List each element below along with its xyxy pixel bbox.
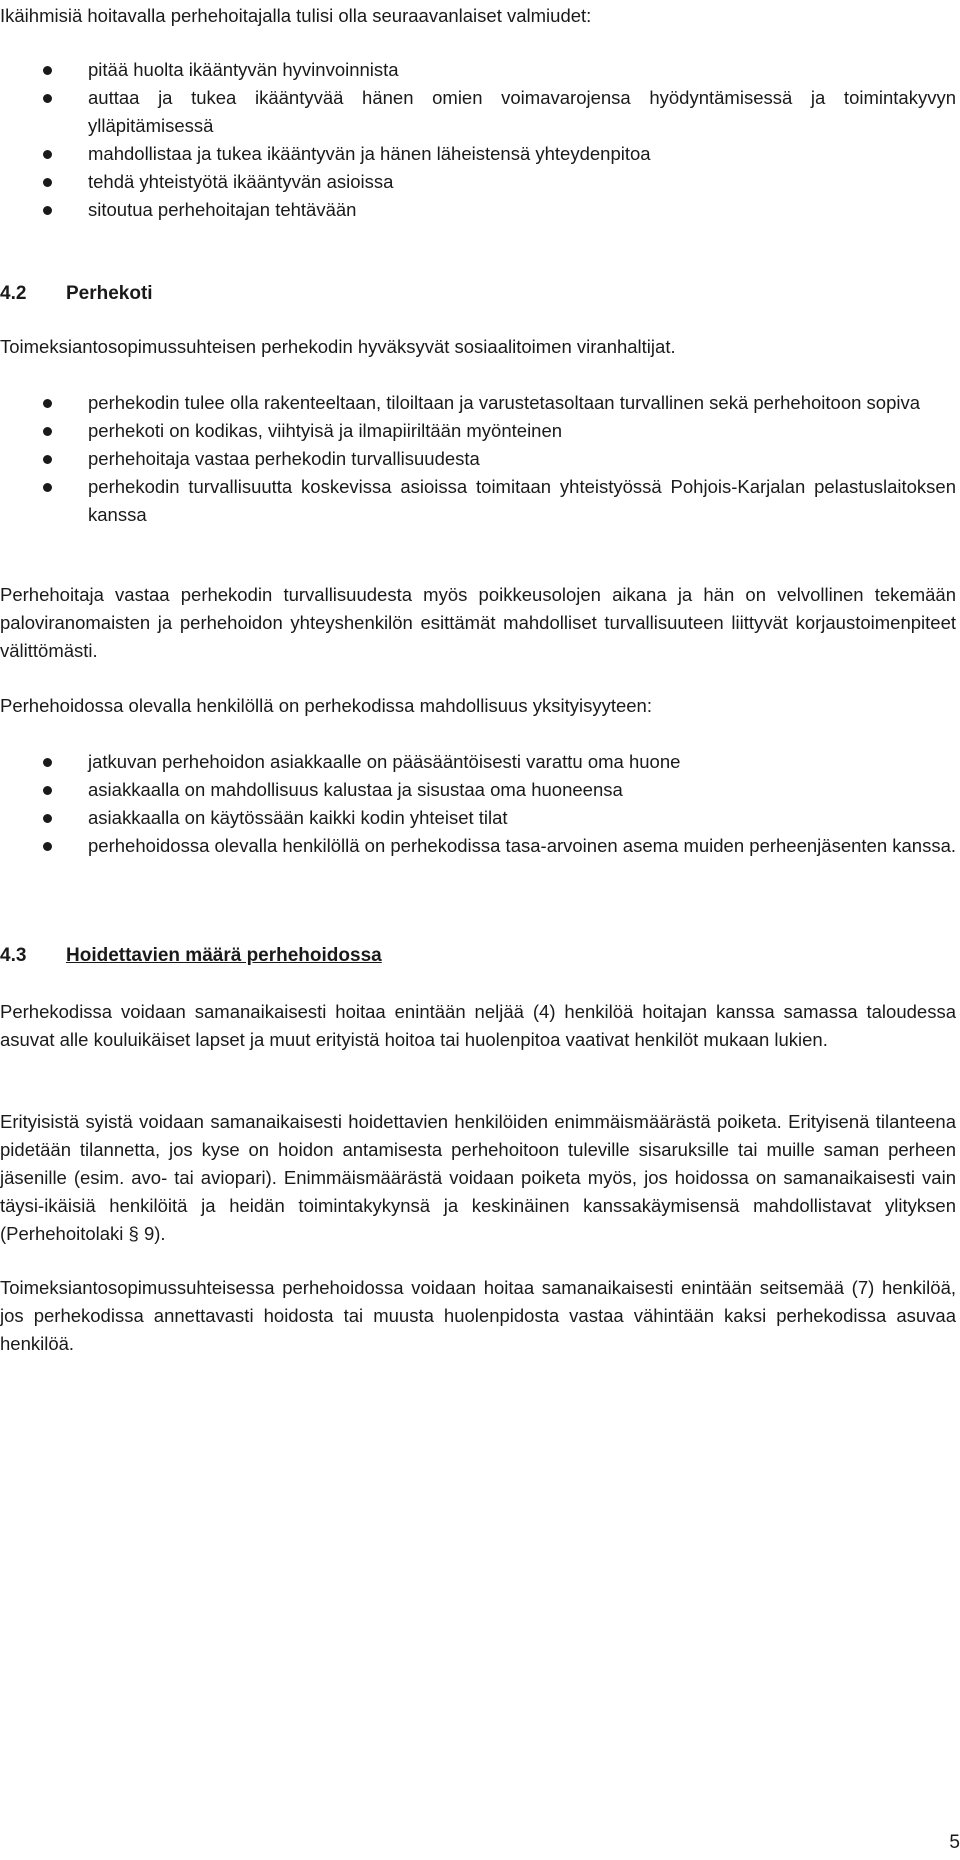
privacy-list (0, 748, 960, 860)
bullet-icon (43, 758, 52, 767)
paragraph-capacity: Perhekodissa voidaan samanaikaisesti hoitaa enintään neljää (4) henkilöä hoitajan kanssa samassa taloudessa asuvat alle kouluikäiset lapset ja muut erityistä hoitoa tai huolenpitoa vaativat henkilöt mukaan lukien. (0, 1001, 956, 1050)
page-number: 5 (949, 1832, 960, 1853)
list-item: auttaa ja tukea ikääntyvää hänen omien voimavarojensa hyödyntämisessä ja toimintakyvyn ylläpitämisessä (0, 84, 960, 140)
list-item: tehdä yhteistyötä ikääntyvän asioissa (0, 168, 960, 196)
bullet-icon (43, 206, 52, 215)
list-item: jatkuvan perhehoidon asiakkaalle on pääsääntöisesti varattu oma huone (0, 748, 960, 776)
bullet-icon (43, 178, 52, 187)
list-item: perhekoti on kodikas, viihtyisä ja ilmapiiriltään myönteinen (0, 417, 960, 445)
list-item: pitää huolta ikääntyvän hyvinvoinnista (0, 56, 960, 84)
paragraph-exceptions: Erityisistä syistä voidaan samanaikaisesti hoidettavien henkilöiden enimmäismäärästä poiketa. Erityisenä tilanteena pidetään tilannetta, jos kyse on hoidon antamisesta perhehoitoon tuleville sisaruksille tai muille saman perheen jäsenille (esim. avo- tai aviopari). Enimmäismäärästä voidaan poiketa myös, jos hoidossa on samanaikaisesti vain täysi-ikäisiä henkilöitä ja heidän toimintakykynsä ja keskinäinen kanssakäymisensä mahdollistavat ylityksen (Perhehoitolaki § 9). (0, 1111, 956, 1244)
bullet-icon (43, 786, 52, 795)
section-number: 4.2 (0, 283, 27, 304)
bullet-icon (43, 399, 52, 408)
section-lead: Toimeksiantosopimussuhteisen perhekodin hyväksyvät sosiaalitoimen viranhaltijat. (0, 336, 676, 357)
bullet-icon (43, 427, 52, 436)
paragraph-contract-care: Toimeksiantosopimussuhteisessa perhehoidossa voidaan hoitaa samanaikaisesti enintään seitsemää (7) henkilöä, jos perhekodissa annettavasti hoidosta tai muusta huolenpidosta vastaa vähintään kaksi perhekodissa asuvaa henkilöä. (0, 1277, 956, 1354)
bullet-icon (43, 842, 52, 851)
bullet-icon (43, 814, 52, 823)
list-item: sitoutua perhehoitajan tehtävään (0, 196, 960, 224)
section-title: Hoidettavien määrä perhehoidossa (66, 945, 382, 966)
intro-text: Ikäihmisiä hoitavalla perhehoitajalla tulisi olla seuraavanlaiset valmiudet: (0, 5, 592, 26)
section-title: Perhekoti (66, 283, 153, 304)
list-item: mahdollistaa ja tukea ikääntyvän ja hänen läheistensä yhteydenpitoa (0, 140, 960, 168)
paragraph-safety: Perhehoitaja vastaa perhekodin turvallisuudesta myös poikkeusolojen aikana ja hän on velvollinen tekemään paloviranomaisten ja perhehoidon yhteyshenkilön esittämät mahdolliset turvallisuuteen liittyvät korjaustoimenpiteet välittömästi. (0, 584, 956, 661)
list-item: asiakkaalla on mahdollisuus kalustaa ja sisustaa oma huoneensa (0, 776, 960, 804)
bullet-icon (43, 94, 52, 103)
list-item: asiakkaalla on käytössään kaikki kodin yhteiset tilat (0, 804, 960, 832)
home-requirements-list (0, 389, 960, 529)
list-item: perhekodin tulee olla rakenteeltaan, tiloiltaan ja varustetasoltaan turvallinen sekä perhehoitoon sopiva (0, 389, 960, 417)
list-item: perhekodin turvallisuutta koskevissa asioissa toimitaan yhteistyössä Pohjois-Karjalan pelastuslaitoksen kanssa (0, 473, 960, 529)
list-item: perhehoitaja vastaa perhekodin turvallisuudesta (0, 445, 960, 473)
paragraph-privacy: Perhehoidossa olevalla henkilöllä on perhekodissa mahdollisuus yksityisyyteen: (0, 695, 652, 716)
bullet-icon (43, 66, 52, 75)
section-heading-4-2 (0, 280, 960, 308)
section-heading-4-3 (0, 942, 960, 970)
skills-list (0, 56, 960, 224)
bullet-icon (43, 150, 52, 159)
bullet-icon (43, 455, 52, 464)
section-number: 4.3 (0, 945, 27, 966)
list-item: perhehoidossa olevalla henkilöllä on perhekodissa tasa-arvoinen asema muiden perheenjäsenten kanssa. (0, 832, 960, 860)
bullet-icon (43, 483, 52, 492)
